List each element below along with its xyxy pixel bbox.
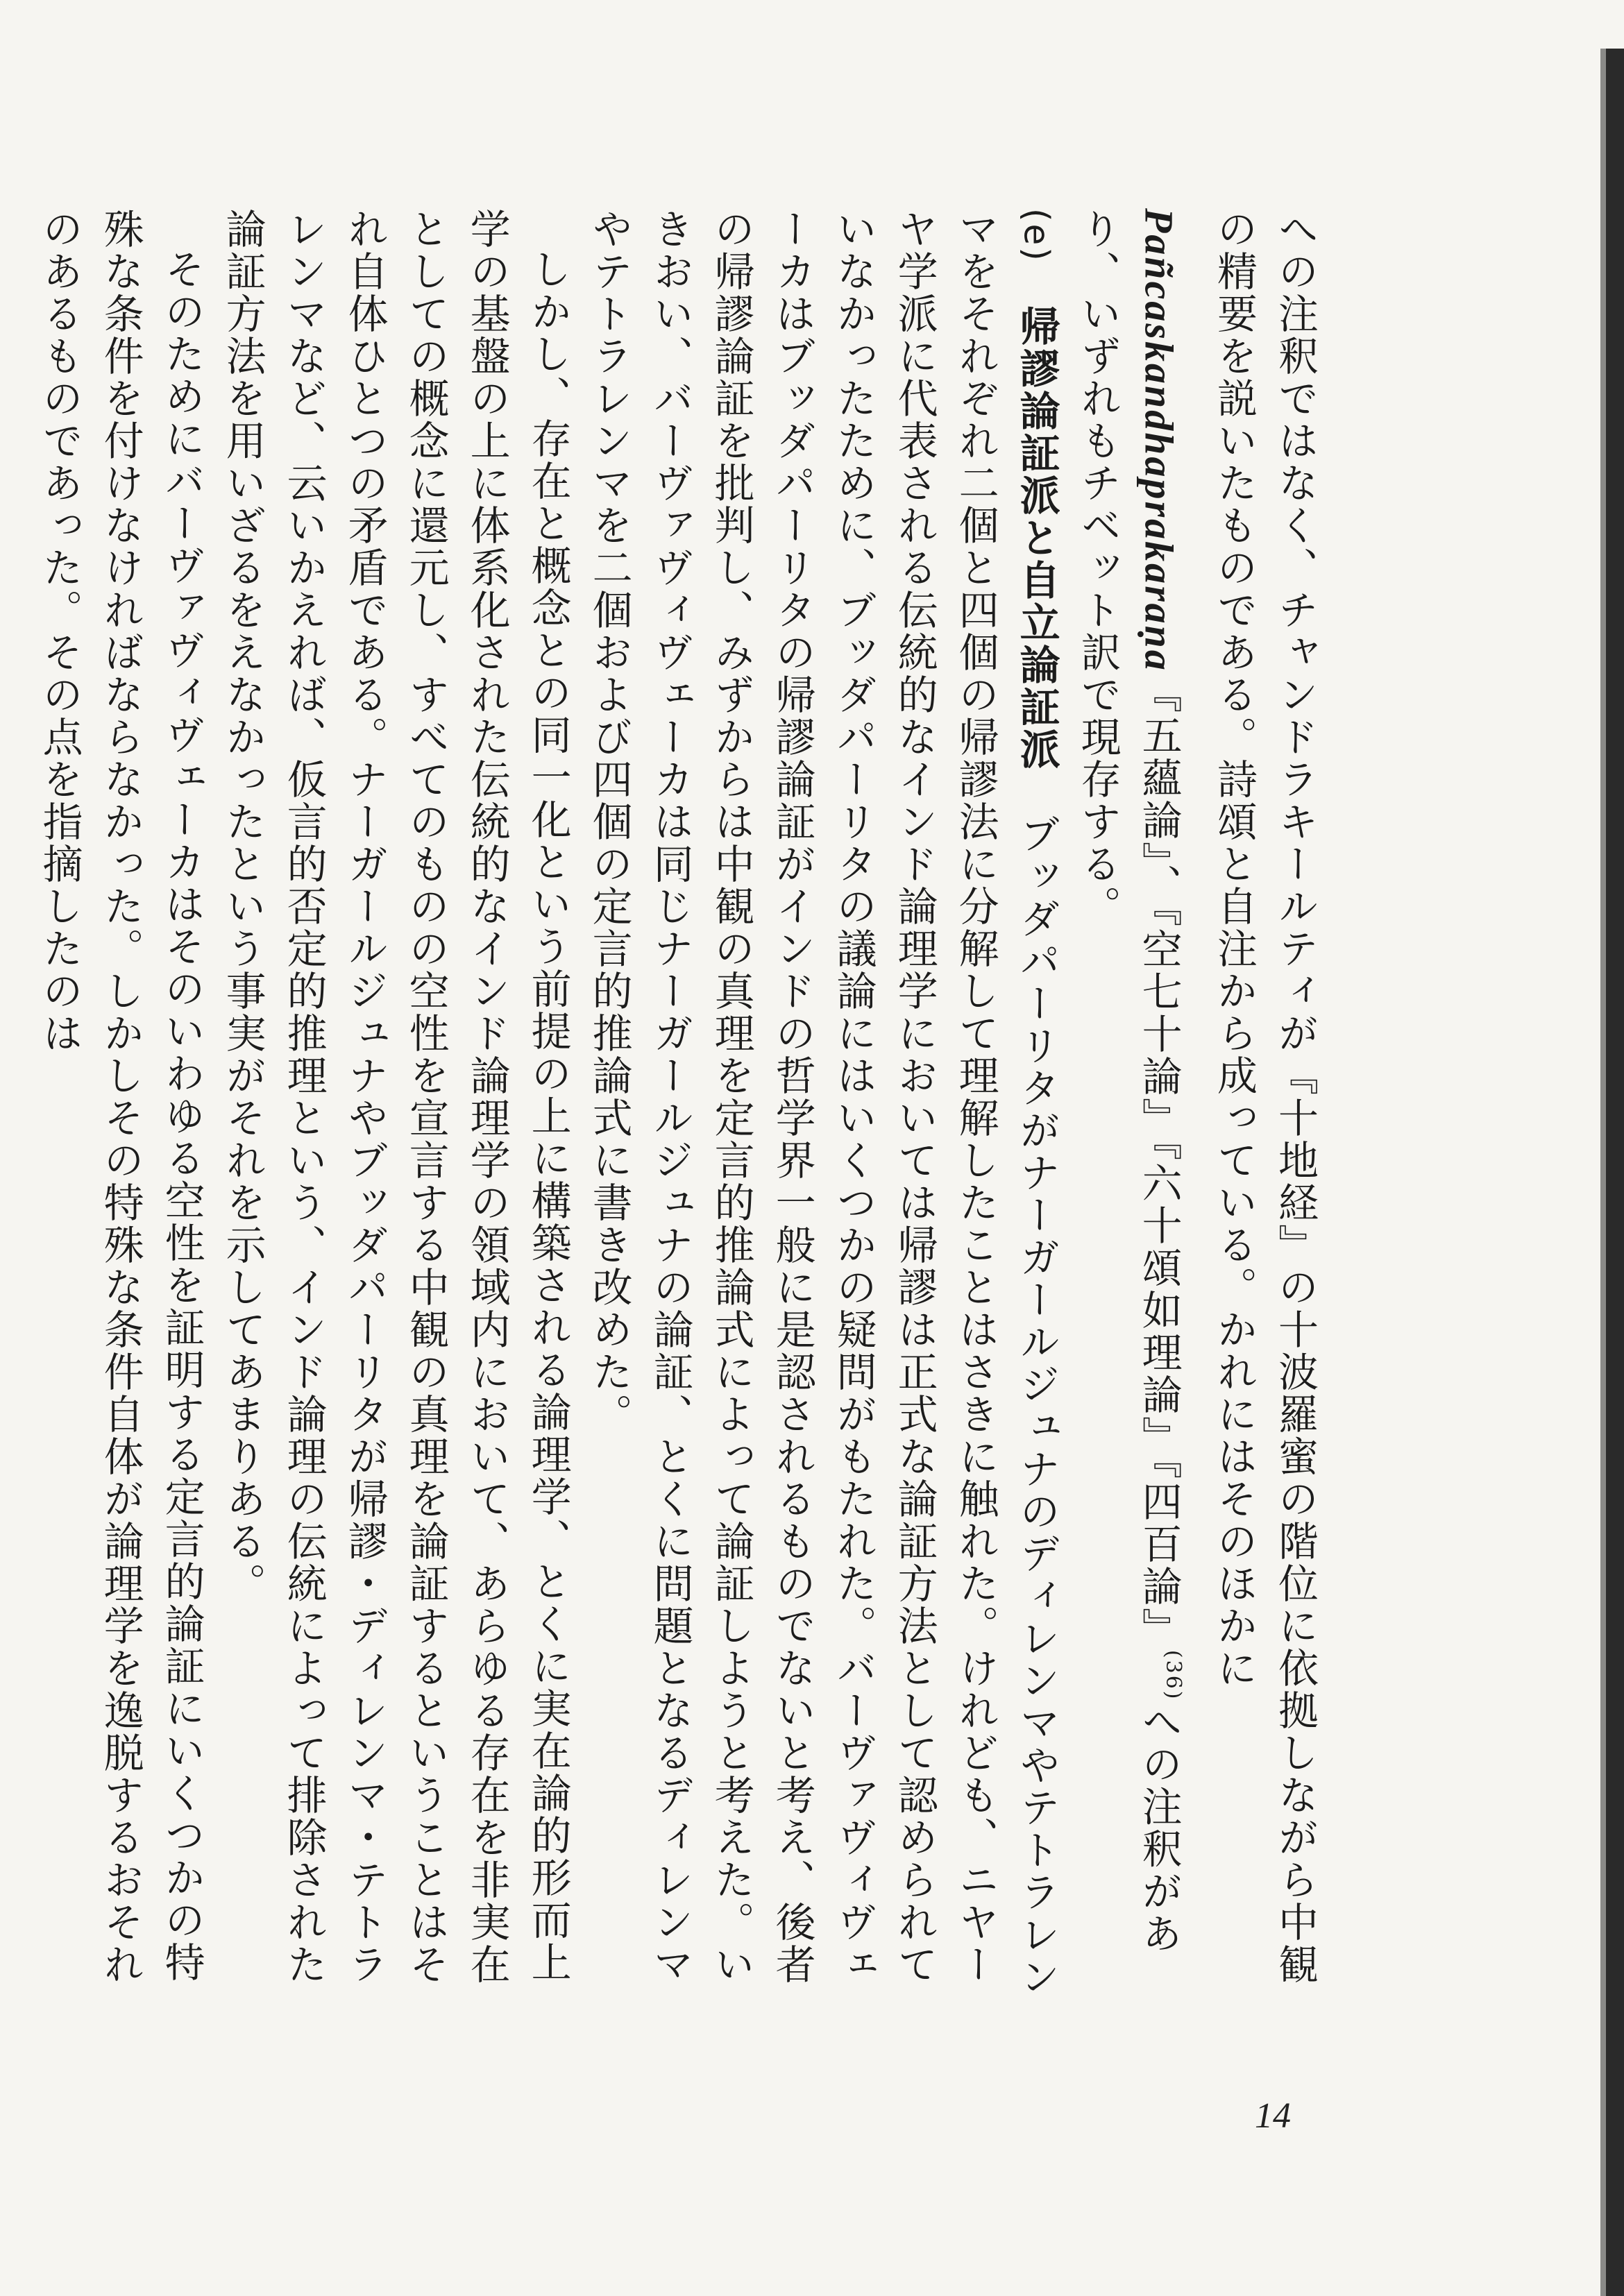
paragraph-1-text-a: への注釈ではなく、チャンドラキールティが『十地経』の十波羅蜜の階位に依拠しながら中観の精要を説いたものである。詩頌と自注から成っている。かれにはそのほかに	[1210, 208, 1319, 1986]
sanskrit-title: Pañcaskandhaprakaraṇa	[1136, 208, 1182, 672]
page-number: 14	[1255, 2096, 1291, 2136]
section-title: 帰謬論証派と自立論証派	[1013, 305, 1060, 771]
paragraph-3: しかし、存在と概念との同一化という前提の上に構築される論理学、とくに実在論的形而上学の基盤の上に体系化された伝統的なインド論理学の領域内において、あらゆる存在を非実在としての概念に還元し、すべてのものの空性を宣言する中観の真理を論証するということはそれ自体ひとつの矛盾である。ナーガールジュナやブッダパーリタが帰謬・ディレンマ・テトラレンマなど、云いかえれば、仮言的否定的推理という、インド論理の伝統によって排除された論証方法を用いざるをえなかったという事実がそれを示してあまりある。	[219, 208, 572, 1986]
section-heading	[579, 208, 1067, 2012]
paragraph-2: ブッダパーリタがナーガールジュナのディレンマやテトラレンマをそれぞれ二個と四個の帰謬法に分解して理解したことはさきに触れた。けれども、ニヤーヤ学派に代表される伝統的なインド論理学においては帰謬は正式な論証方法として認められていなかったために、ブッダパーリタの議論にはいくつかの疑問がもたれた。バーヴァヴィヴェーカはブッダパーリタの帰謬論証がインドの哲学界一般に是認されるものでないと考え、後者の帰謬論証を批判し、みずからは中観の真理を定言的推論式によって論証しようと考えた。いきおい、バーヴァヴィヴェーカは同じナーガールジュナの論証、とくに問題となるディレンマやテトラレンマを二個および四個の定言的推論式に書き改めた。	[585, 208, 1060, 1998]
paragraph-4: そのためにバーヴァヴィヴェーカはそのいわゆる空性を証明する定言的論証にいくつかの特殊な条件を付けなければならなかった。しかしその特殊な条件自体が論理学を逸脱するおそれのあるものであった。その点を指摘したのは	[35, 208, 205, 1986]
scan-page-edge	[1606, 49, 1624, 2296]
vertical-text-body	[29, 208, 1326, 2012]
footnote-ref-36[interactable]: (36)	[1161, 1649, 1185, 1701]
paragraph-1-text-b: 『五蘊論』、『空七十論』『六十頌如理論』『四百論』	[1135, 672, 1183, 1650]
section-marker: (e)	[1016, 208, 1057, 263]
paragraph-1-text-c: への注釈があり、いずれもチベット訳で現存する。	[1074, 208, 1183, 1955]
scan-shadow	[1600, 49, 1606, 2296]
paragraph-1	[1067, 208, 1326, 2012]
